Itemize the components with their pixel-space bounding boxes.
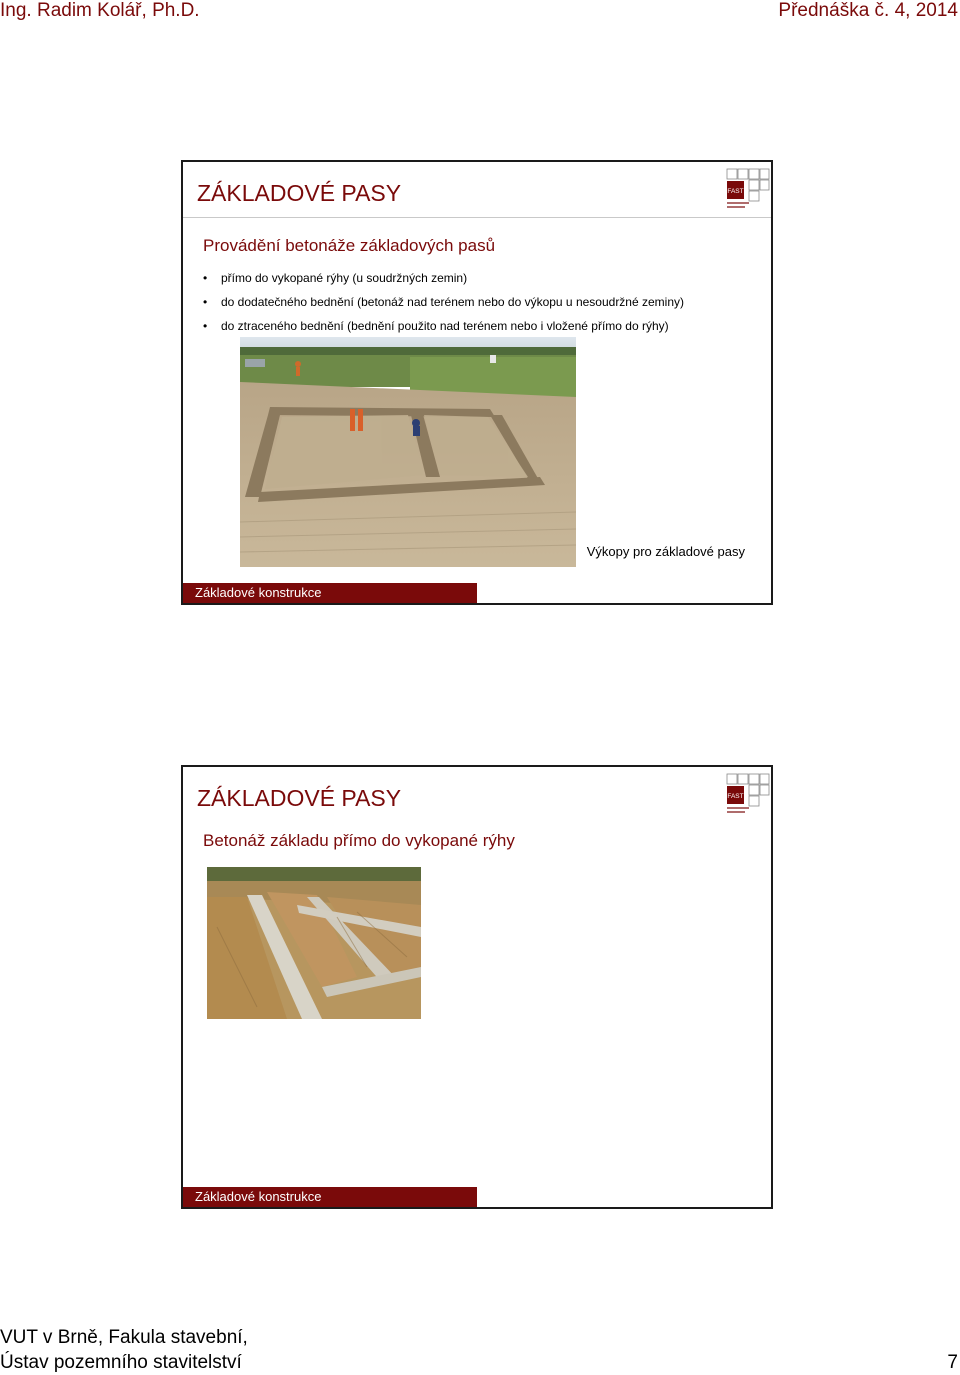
title-divider	[183, 217, 771, 218]
slide-title: ZÁKLADOVÉ PASY	[197, 180, 402, 206]
header-lecture: Přednáška č. 4, 2014	[778, 0, 958, 21]
concrete-strip-photo	[207, 867, 421, 1019]
logo-text: FAST	[727, 188, 744, 195]
fast-logo	[725, 771, 771, 817]
logo-text: FAST	[727, 793, 744, 800]
header-author: Ing. Radim Kolář, Ph.D.	[0, 0, 200, 21]
bullet-list	[203, 266, 684, 338]
footer-institution: VUT v Brně, Fakula stavební,	[0, 1327, 248, 1348]
list-item: • do dodatečného bednění (betonáž nad terénem nebo do výkopu u nesoudržné zeminy)	[203, 290, 684, 314]
fast-logo	[725, 166, 771, 212]
photo-caption: Výkopy pro základové pasy	[586, 544, 745, 559]
page-number: 7	[947, 1352, 958, 1373]
slide-footer: Základové konstrukce	[183, 583, 477, 603]
slide-title: ZÁKLADOVÉ PASY	[197, 785, 402, 811]
list-item: • přímo do vykopané rýhy (u soudržných zemin)	[203, 266, 684, 290]
slide-subtitle: Betonáž základu přímo do vykopané rýhy	[203, 831, 515, 850]
slide-subtitle: Provádění betonáže základových pasů	[203, 236, 496, 255]
slide-1	[181, 160, 773, 605]
bullet-icon: •	[203, 319, 208, 333]
slide-footer: Základové konstrukce	[183, 1187, 477, 1207]
bullet-icon: •	[203, 295, 208, 309]
slide-2	[181, 765, 773, 1209]
list-item: • do ztraceného bednění (bednění použito nad terénem nebo i vložené přímo do rýhy)	[203, 314, 684, 338]
bullet-icon: •	[203, 271, 208, 285]
footer-department: Ústav pozemního stavitelství	[0, 1352, 242, 1373]
trench-photo	[240, 337, 576, 567]
